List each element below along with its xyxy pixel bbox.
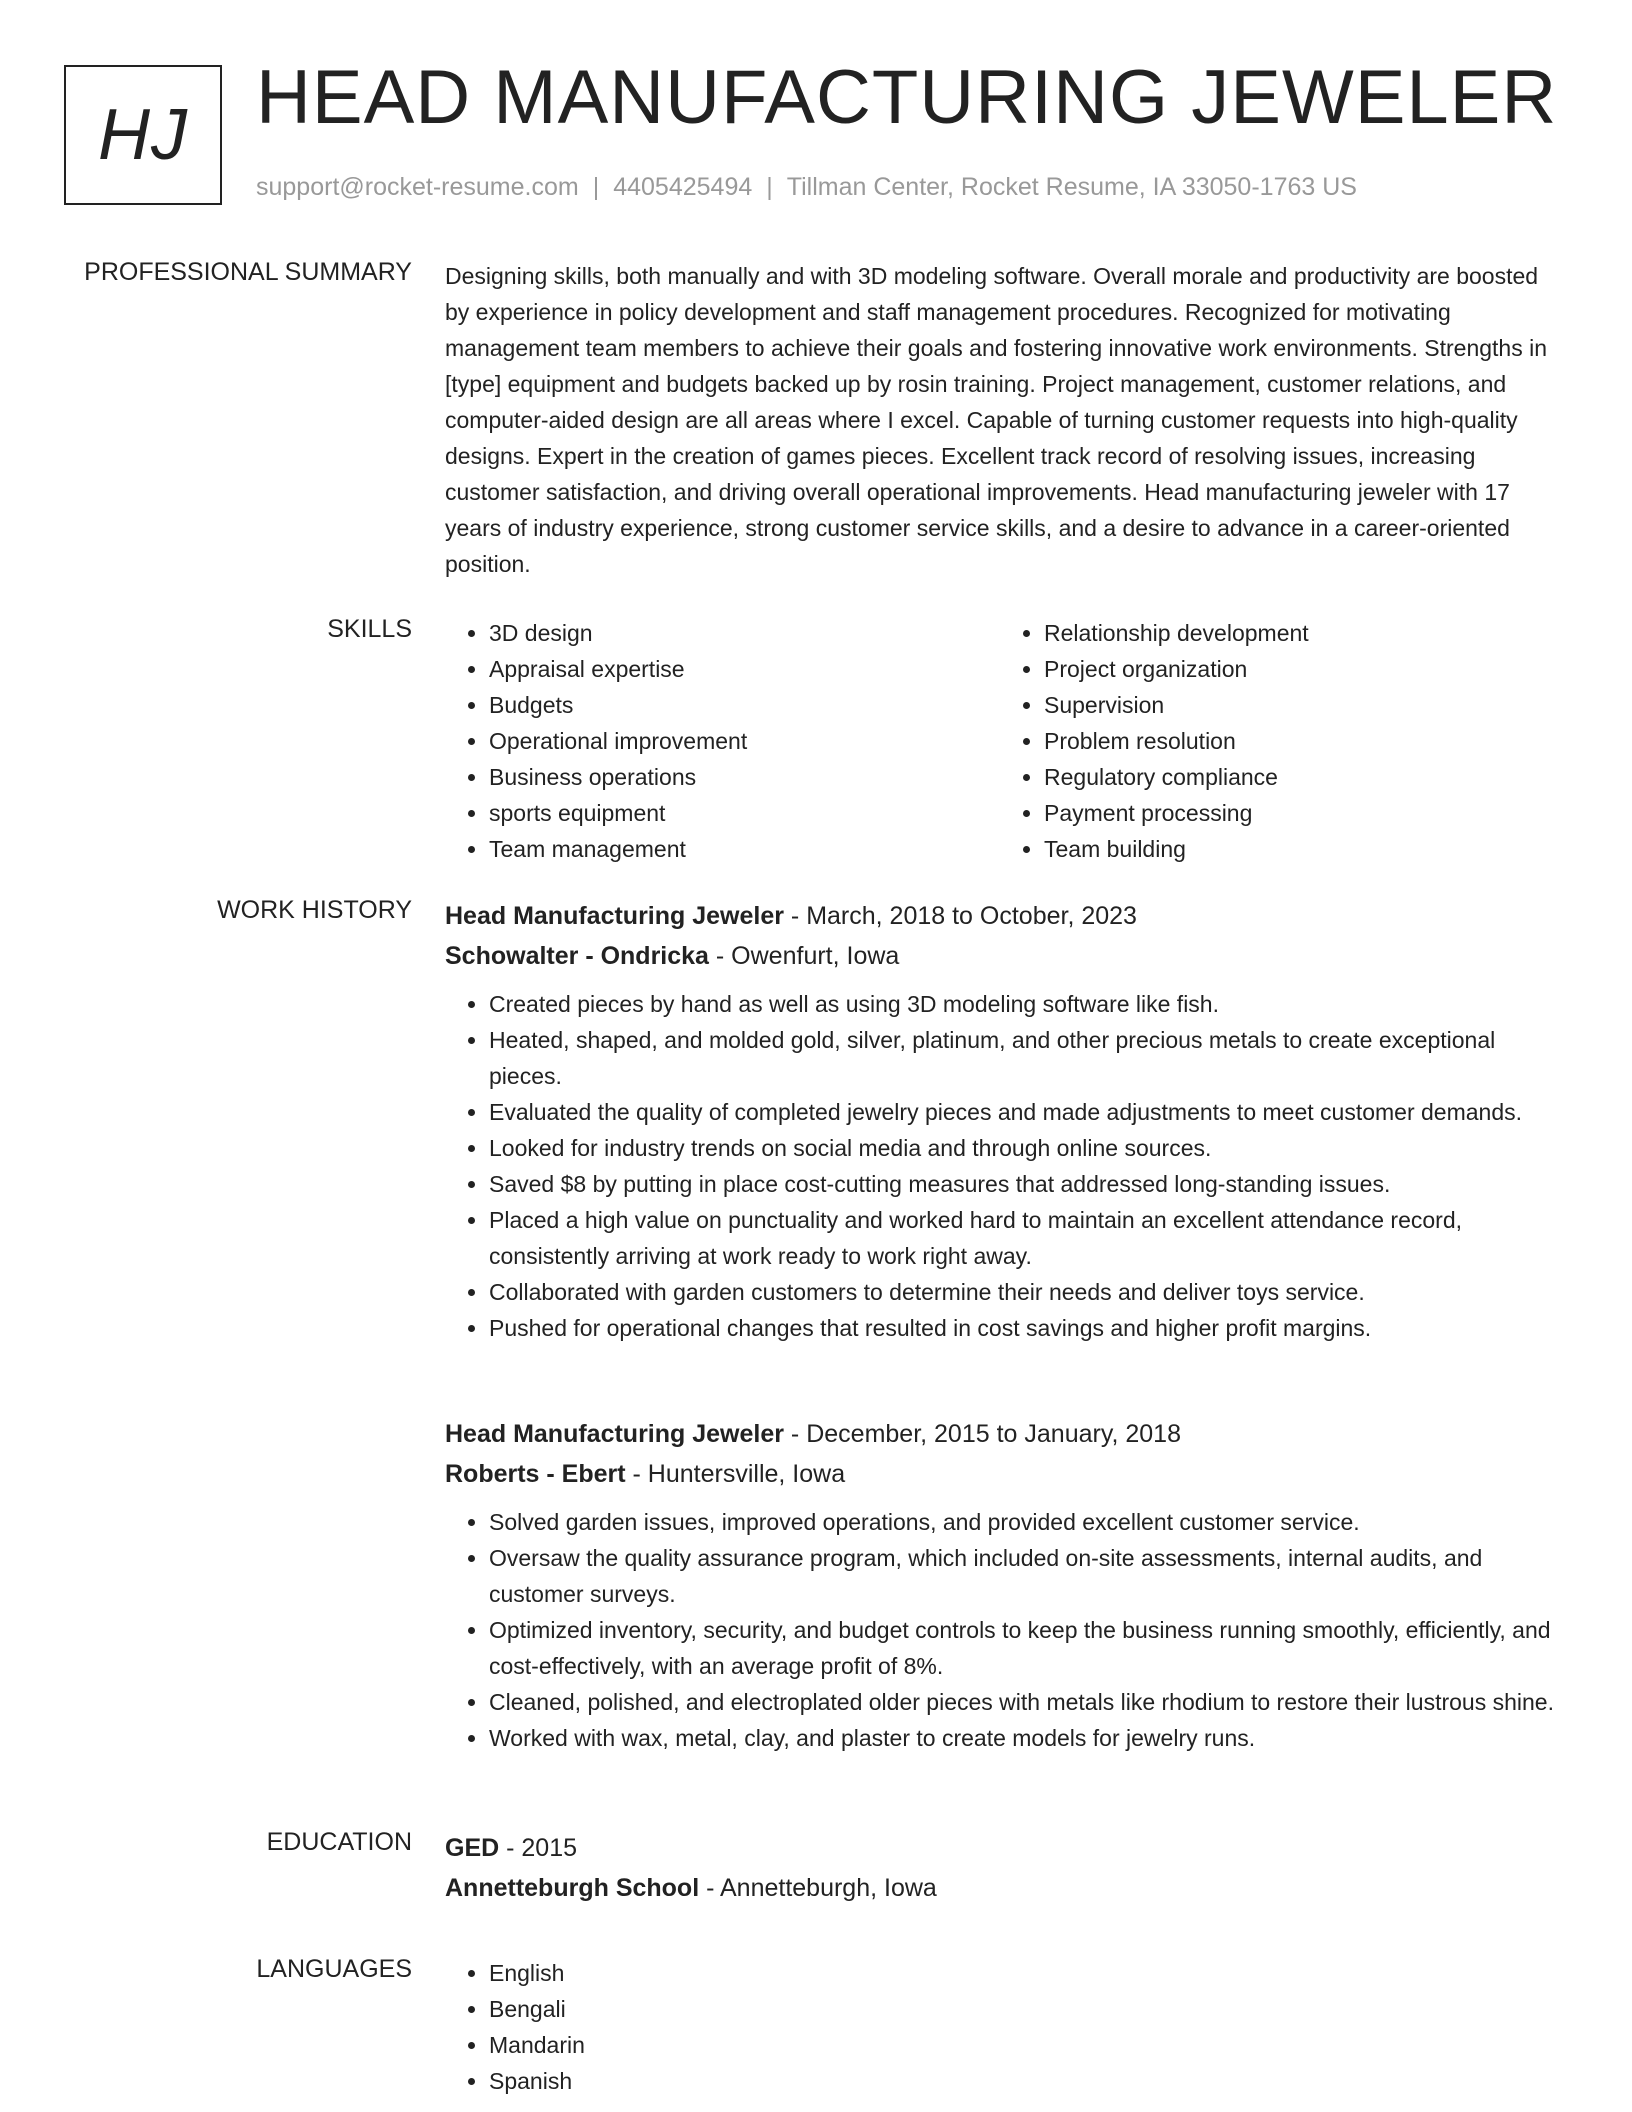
languages-list — [445, 1955, 1555, 2099]
skills-grid — [445, 615, 1555, 867]
skill-item: • Business operations — [489, 759, 1000, 795]
languages-heading: LANGUAGES — [256, 1955, 412, 1983]
job-bullet: • Saved $8 by putting in place cost-cutting measures that addressed long-standing issues. — [489, 1166, 1555, 1202]
skill-item: • Regulatory compliance — [1044, 759, 1555, 795]
education-year: - 2015 — [499, 1834, 578, 1862]
languages-body — [445, 1955, 1555, 2099]
job-company-line — [445, 936, 1555, 976]
monogram-initials: HJ — [98, 95, 188, 175]
contact-phone: 4405425494 — [613, 173, 753, 201]
summary-body — [445, 258, 1555, 582]
skill-item: • Operational improvement — [489, 723, 1000, 759]
contact-line — [256, 173, 1357, 202]
job-company: Roberts - Ebert — [445, 1460, 626, 1488]
skill-item: • Project organization — [1044, 651, 1555, 687]
monogram-box — [64, 65, 222, 205]
language-item: • Bengali — [489, 1991, 1555, 2027]
education-degree: GED — [445, 1834, 500, 1862]
education-school: Annetteburgh School — [445, 1874, 700, 1902]
work-history-heading: WORK HISTORY — [217, 896, 412, 924]
skill-item: • Payment processing — [1044, 795, 1555, 831]
skill-item: • 3D design — [489, 615, 1000, 651]
job-bullet: • Evaluated the quality of completed jewelry pieces and made adjustments to meet customer demands. — [489, 1094, 1555, 1130]
job-bullet: • Pushed for operational changes that resulted in cost savings and higher profit margins. — [489, 1310, 1555, 1346]
skill-item: • Team management — [489, 831, 1000, 867]
contact-email: support@rocket-resume.com — [256, 173, 579, 201]
job-bullet: • Collaborated with garden customers to determine their needs and deliver toys service. — [489, 1274, 1555, 1310]
summary-heading: PROFESSIONAL SUMMARY — [84, 258, 412, 286]
job-bullet: • Heated, shaped, and molded gold, silver, platinum, and other precious metals to create exceptional pieces. — [489, 1022, 1555, 1094]
job-bullet: • Worked with wax, metal, clay, and plaster to create models for jewelry runs. — [489, 1720, 1555, 1756]
job-bullets — [445, 986, 1555, 1346]
education-body — [445, 1828, 1555, 1908]
skill-item: • Team building — [1044, 831, 1555, 867]
work-history-body — [445, 896, 1555, 1751]
skills-body — [445, 615, 1555, 867]
job-title-line — [445, 1414, 1555, 1454]
education-location: - Annetteburgh, Iowa — [699, 1874, 937, 1902]
skill-item: • Supervision — [1044, 687, 1555, 723]
job-bullets — [445, 1504, 1555, 1756]
job-dates: - December, 2015 to January, 2018 — [783, 1420, 1181, 1448]
job-bullet: • Solved garden issues, improved operations, and provided excellent customer service. — [489, 1504, 1555, 1540]
job-company-line — [445, 1454, 1555, 1494]
job-bullet: • Created pieces by hand as well as using 3D modeling software like fish. — [489, 986, 1555, 1022]
language-item: • English — [489, 1955, 1555, 1991]
skills-list-left — [445, 615, 1000, 867]
language-item: • Spanish — [489, 2063, 1555, 2099]
skill-item: • Appraisal expertise — [489, 651, 1000, 687]
job-title: Head Manufacturing Jeweler — [445, 1420, 784, 1448]
summary-text: Designing skills, both manually and with 3D modeling software. Overall morale and productivity are boosted by experience in policy development and staff management procedures. Recognized for motivating management team members to achieve their goals and fostering innovative work environments. Strengths in [type] equipment and budgets backed up by rosin training. Project management, customer relations, and computer-aided design are all areas where I excel. Capable of turning customer requests into high-quality designs. Expert in the creation of games pieces. Excellent track record of resolving issues, increasing customer satisfaction, and driving overall operational improvements. Head manufacturing jeweler with 17 years of industry experience, strong customer service skills, and a desire to advance in a career-oriented position. — [445, 263, 1548, 577]
skills-heading: SKILLS — [327, 615, 412, 643]
job-entry — [445, 896, 1555, 1346]
skill-item: • Budgets — [489, 687, 1000, 723]
education-school-line — [445, 1868, 1555, 1908]
skill-item: • sports equipment — [489, 795, 1000, 831]
contact-address: Tillman Center, Rocket Resume, IA 33050-1763 US — [786, 173, 1357, 201]
job-location: - Owenfurt, Iowa — [708, 942, 900, 970]
skill-item: • Problem resolution — [1044, 723, 1555, 759]
skill-item: • Relationship development — [1044, 615, 1555, 651]
job-bullet: • Optimized inventory, security, and budget controls to keep the business running smoothly, efficiently, and cost-effectively, with an average profit of 8%. — [489, 1612, 1555, 1684]
contact-separator: | — [592, 173, 600, 201]
job-bullet: • Looked for industry trends on social media and through online sources. — [489, 1130, 1555, 1166]
job-entry — [445, 1414, 1555, 1756]
job-title: Head Manufacturing Jeweler — [445, 902, 784, 930]
job-bullet: • Placed a high value on punctuality and worked hard to maintain an excellent attendance record, consistently arriving at work ready to work right away. — [489, 1202, 1555, 1274]
language-item: • Mandarin — [489, 2027, 1555, 2063]
education-heading: EDUCATION — [266, 1828, 412, 1856]
job-bullet: • Cleaned, polished, and electroplated older pieces with metals like rhodium to restore their lustrous shine. — [489, 1684, 1555, 1720]
skills-list-right — [1000, 615, 1555, 867]
job-title-line — [445, 896, 1555, 936]
job-dates: - March, 2018 to October, 2023 — [783, 902, 1137, 930]
resume-name: HEAD MANUFACTURING JEWELER — [256, 55, 1558, 140]
job-location: - Huntersville, Iowa — [625, 1460, 846, 1488]
education-degree-line — [445, 1828, 1555, 1868]
job-company: Schowalter - Ondricka — [445, 942, 709, 970]
job-bullet: • Oversaw the quality assurance program, which included on-site assessments, internal audits, and customer surveys. — [489, 1540, 1555, 1612]
contact-separator: | — [766, 173, 773, 201]
